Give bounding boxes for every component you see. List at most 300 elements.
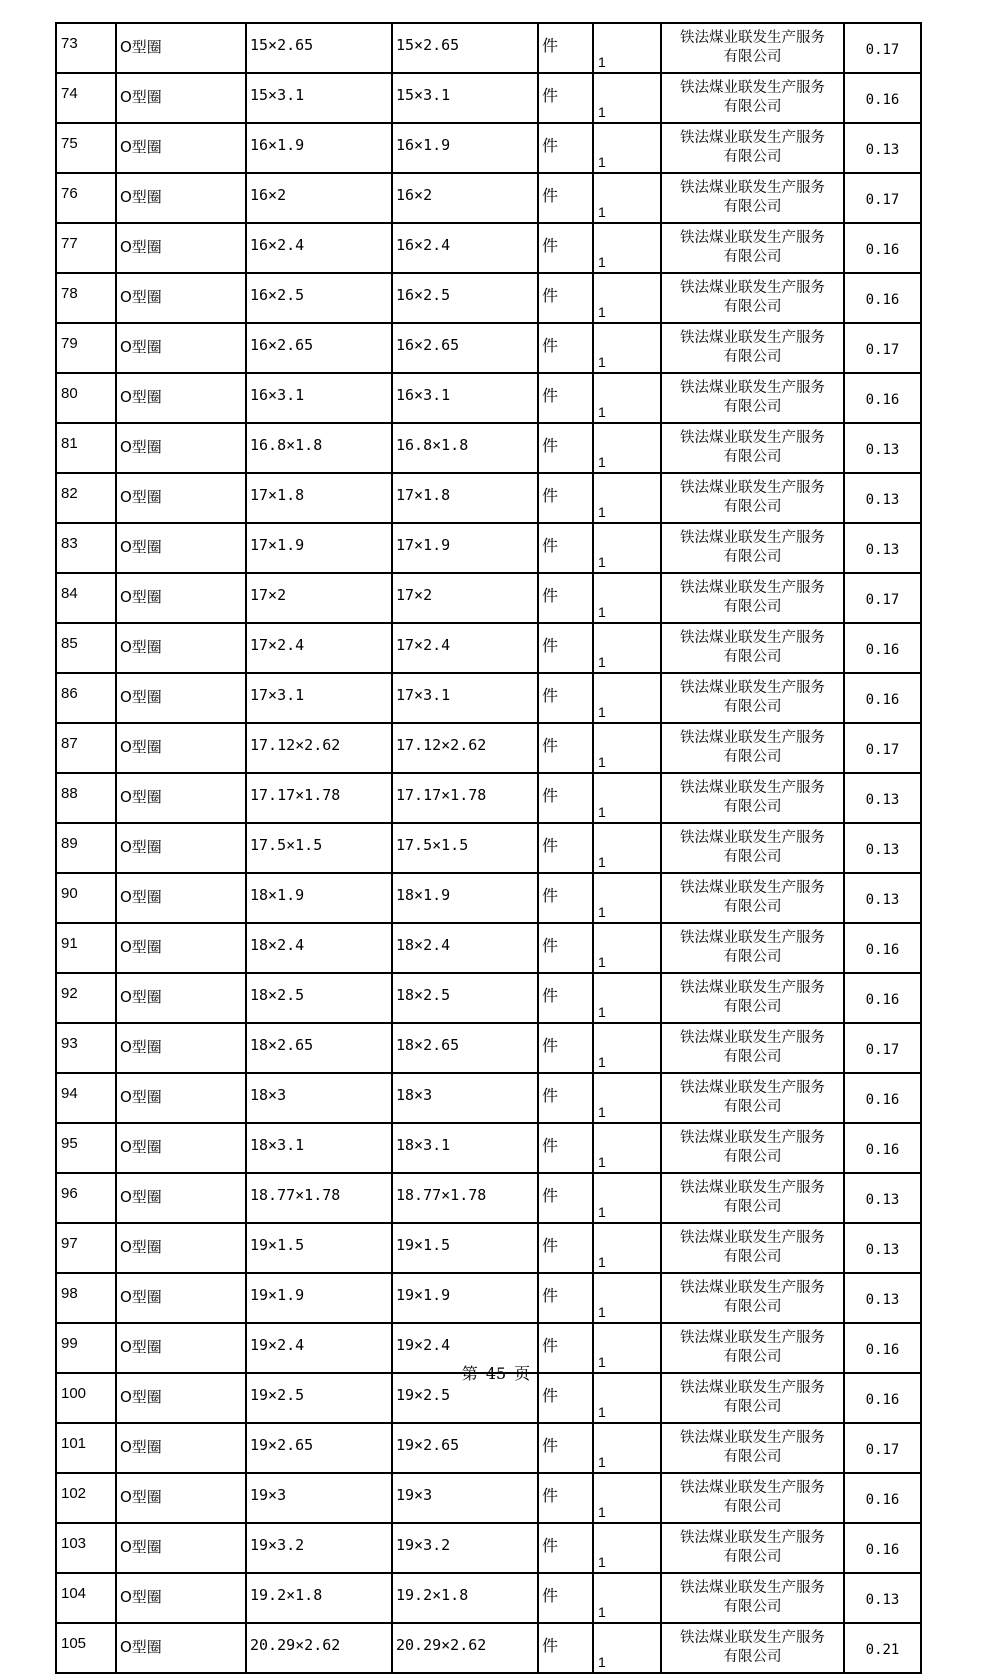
row-number: 77: [56, 223, 116, 273]
item-quantity: 1: [593, 873, 661, 923]
item-supplier: [661, 1223, 844, 1273]
item-name: O型圈: [116, 1023, 246, 1073]
item-supplier: [661, 423, 844, 473]
item-model: 17.5×1.5: [392, 823, 538, 873]
supplier-line-2: 有限公司: [723, 799, 782, 815]
supplier-line-1: 铁法煤业联发生产服务: [680, 730, 825, 746]
table-row: [56, 1473, 921, 1523]
supplier-line-1: 铁法煤业联发生产服务: [680, 180, 825, 196]
row-number: 103: [56, 1523, 116, 1573]
item-supplier: [661, 773, 844, 823]
item-spec: 18×1.9: [246, 873, 392, 923]
item-quantity: 1: [593, 23, 661, 73]
item-name: O型圈: [116, 423, 246, 473]
item-unit: 件: [538, 473, 593, 523]
supplier-line-2: 有限公司: [723, 1349, 782, 1365]
item-model: 18×3.1: [392, 1123, 538, 1173]
item-name: O型圈: [116, 723, 246, 773]
supplier-line-2: 有限公司: [723, 449, 782, 465]
row-number: 88: [56, 773, 116, 823]
item-supplier: [661, 273, 844, 323]
table-row: [56, 1273, 921, 1323]
row-number: 104: [56, 1573, 116, 1623]
supplier-line-2: 有限公司: [723, 849, 782, 865]
item-spec: 18×2.5: [246, 973, 392, 1023]
item-spec: 17×3.1: [246, 673, 392, 723]
item-unit: 件: [538, 1123, 593, 1173]
supplier-line-2: 有限公司: [723, 199, 782, 215]
item-supplier: [661, 623, 844, 673]
item-model: 16×3.1: [392, 373, 538, 423]
item-quantity: 1: [593, 423, 661, 473]
supplier-line-2: 有限公司: [723, 549, 782, 565]
row-number: 102: [56, 1473, 116, 1523]
item-model: 19×3.2: [392, 1523, 538, 1573]
table-row: [56, 323, 921, 373]
supplier-line-2: 有限公司: [723, 49, 782, 65]
item-model: 17×2.4: [392, 623, 538, 673]
item-price: 0.13: [844, 823, 921, 873]
item-supplier: [661, 73, 844, 123]
item-supplier: [661, 473, 844, 523]
item-unit: 件: [538, 1523, 593, 1573]
item-name: O型圈: [116, 923, 246, 973]
item-model: 16×2: [392, 173, 538, 223]
item-spec: 18×2.65: [246, 1023, 392, 1073]
table-row: [56, 723, 921, 773]
supplier-line-2: 有限公司: [723, 1649, 782, 1665]
item-quantity: 1: [593, 1223, 661, 1273]
supplier-line-2: 有限公司: [723, 1299, 782, 1315]
item-price: 0.16: [844, 1523, 921, 1573]
item-model: 19×2.5: [392, 1373, 538, 1423]
table-row: [56, 173, 921, 223]
item-price: 0.16: [844, 1373, 921, 1423]
item-price: 0.16: [844, 973, 921, 1023]
supplier-line-2: 有限公司: [723, 1449, 782, 1465]
item-quantity: 1: [593, 823, 661, 873]
item-model: 15×2.65: [392, 23, 538, 73]
supplier-line-2: 有限公司: [723, 499, 782, 515]
item-spec: 19×1.5: [246, 1223, 392, 1273]
item-price: 0.13: [844, 1223, 921, 1273]
supplier-line-1: 铁法煤业联发生产服务: [680, 430, 825, 446]
row-number: 98: [56, 1273, 116, 1323]
item-model: 17.12×2.62: [392, 723, 538, 773]
item-price: 0.16: [844, 373, 921, 423]
item-name: O型圈: [116, 1423, 246, 1473]
supplier-line-2: 有限公司: [723, 1049, 782, 1065]
item-unit: 件: [538, 673, 593, 723]
item-name: O型圈: [116, 823, 246, 873]
item-quantity: 1: [593, 173, 661, 223]
table-row: [56, 973, 921, 1023]
supplier-line-1: 铁法煤业联发生产服务: [680, 330, 825, 346]
item-spec: 19×2.4: [246, 1323, 392, 1373]
price-table: [55, 22, 922, 1674]
item-model: 18.77×1.78: [392, 1173, 538, 1223]
table-row: [56, 423, 921, 473]
item-price: 0.17: [844, 723, 921, 773]
item-spec: 17×1.8: [246, 473, 392, 523]
item-spec: 16×3.1: [246, 373, 392, 423]
supplier-line-1: 铁法煤业联发生产服务: [680, 130, 825, 146]
supplier-line-2: 有限公司: [723, 949, 782, 965]
row-number: 86: [56, 673, 116, 723]
supplier-line-1: 铁法煤业联发生产服务: [680, 1280, 825, 1296]
item-name: O型圈: [116, 773, 246, 823]
item-name: O型圈: [116, 1223, 246, 1273]
table-row: [56, 123, 921, 173]
table-row: [56, 273, 921, 323]
item-spec: 17×2.4: [246, 623, 392, 673]
table-body: [56, 23, 921, 1673]
row-number: 81: [56, 423, 116, 473]
item-unit: 件: [538, 973, 593, 1023]
item-model: 16×2.4: [392, 223, 538, 273]
item-price: 0.17: [844, 1423, 921, 1473]
item-model: 19×2.65: [392, 1423, 538, 1473]
item-quantity: 1: [593, 1373, 661, 1423]
item-model: 15×3.1: [392, 73, 538, 123]
item-name: O型圈: [116, 573, 246, 623]
row-number: 75: [56, 123, 116, 173]
item-quantity: 1: [593, 1323, 661, 1373]
item-model: 19×2.4: [392, 1323, 538, 1373]
supplier-line-1: 铁法煤业联发生产服务: [680, 1480, 825, 1496]
item-name: O型圈: [116, 973, 246, 1023]
supplier-line-1: 铁法煤业联发生产服务: [680, 830, 825, 846]
item-quantity: 1: [593, 1273, 661, 1323]
item-unit: 件: [538, 1623, 593, 1673]
item-supplier: [661, 1473, 844, 1523]
item-unit: 件: [538, 773, 593, 823]
item-spec: 18×2.4: [246, 923, 392, 973]
supplier-line-2: 有限公司: [723, 1149, 782, 1165]
supplier-line-1: 铁法煤业联发生产服务: [680, 1130, 825, 1146]
item-spec: 15×3.1: [246, 73, 392, 123]
item-quantity: 1: [593, 923, 661, 973]
item-spec: 19×3.2: [246, 1523, 392, 1573]
item-quantity: 1: [593, 623, 661, 673]
item-supplier: [661, 1423, 844, 1473]
row-number: 78: [56, 273, 116, 323]
item-quantity: 1: [593, 323, 661, 373]
item-quantity: 1: [593, 573, 661, 623]
item-model: 18×2.5: [392, 973, 538, 1023]
table-row: [56, 773, 921, 823]
item-spec: 17.5×1.5: [246, 823, 392, 873]
item-model: 18×2.65: [392, 1023, 538, 1073]
item-spec: 19×3: [246, 1473, 392, 1523]
supplier-line-1: 铁法煤业联发生产服务: [680, 930, 825, 946]
item-spec: 18.77×1.78: [246, 1173, 392, 1223]
supplier-line-1: 铁法煤业联发生产服务: [680, 1230, 825, 1246]
item-price: 0.13: [844, 1573, 921, 1623]
item-supplier: [661, 723, 844, 773]
item-model: 16.8×1.8: [392, 423, 538, 473]
supplier-line-2: 有限公司: [723, 399, 782, 415]
supplier-line-1: 铁法煤业联发生产服务: [680, 480, 825, 496]
item-name: O型圈: [116, 523, 246, 573]
item-price: 0.17: [844, 173, 921, 223]
item-spec: 16×2.65: [246, 323, 392, 373]
item-price: 0.16: [844, 273, 921, 323]
item-quantity: 1: [593, 1123, 661, 1173]
table-row: [56, 1523, 921, 1573]
item-supplier: [661, 573, 844, 623]
item-price: 0.16: [844, 1323, 921, 1373]
item-name: O型圈: [116, 223, 246, 273]
supplier-line-2: 有限公司: [723, 699, 782, 715]
supplier-line-1: 铁法煤业联发生产服务: [680, 1180, 825, 1196]
row-number: 83: [56, 523, 116, 573]
item-supplier: [661, 523, 844, 573]
item-unit: 件: [538, 873, 593, 923]
item-quantity: 1: [593, 1623, 661, 1673]
table-row: [56, 873, 921, 923]
item-price: 0.16: [844, 223, 921, 273]
item-price: 0.13: [844, 123, 921, 173]
supplier-line-2: 有限公司: [723, 999, 782, 1015]
item-quantity: 1: [593, 73, 661, 123]
item-price: 0.13: [844, 523, 921, 573]
row-number: 76: [56, 173, 116, 223]
item-spec: 17.12×2.62: [246, 723, 392, 773]
item-unit: 件: [538, 423, 593, 473]
row-number: 87: [56, 723, 116, 773]
row-number: 92: [56, 973, 116, 1023]
item-name: O型圈: [116, 123, 246, 173]
supplier-line-1: 铁法煤业联发生产服务: [680, 1030, 825, 1046]
item-unit: 件: [538, 723, 593, 773]
item-name: O型圈: [116, 473, 246, 523]
table-row: [56, 923, 921, 973]
row-number: 99: [56, 1323, 116, 1373]
item-price: 0.13: [844, 1173, 921, 1223]
item-price: 0.16: [844, 1473, 921, 1523]
item-supplier: [661, 1123, 844, 1173]
item-quantity: 1: [593, 1573, 661, 1623]
row-number: 85: [56, 623, 116, 673]
table-row: [56, 523, 921, 573]
item-name: O型圈: [116, 73, 246, 123]
item-spec: 16×2.4: [246, 223, 392, 273]
row-number: 90: [56, 873, 116, 923]
item-price: 0.21: [844, 1623, 921, 1673]
item-name: O型圈: [116, 873, 246, 923]
page-number: 45: [485, 1364, 507, 1383]
item-model: 20.29×2.62: [392, 1623, 538, 1673]
row-number: 80: [56, 373, 116, 423]
item-quantity: 1: [593, 973, 661, 1023]
supplier-line-1: 铁法煤业联发生产服务: [680, 780, 825, 796]
item-spec: 16×2.5: [246, 273, 392, 323]
item-model: 17×3.1: [392, 673, 538, 723]
item-unit: 件: [538, 623, 593, 673]
item-supplier: [661, 373, 844, 423]
item-unit: 件: [538, 923, 593, 973]
supplier-line-2: 有限公司: [723, 1399, 782, 1415]
item-unit: 件: [538, 1173, 593, 1223]
supplier-line-2: 有限公司: [723, 1599, 782, 1615]
item-model: 17×1.9: [392, 523, 538, 573]
item-model: 17.17×1.78: [392, 773, 538, 823]
table-row: [56, 1423, 921, 1473]
row-number: 79: [56, 323, 116, 373]
item-model: 17×2: [392, 573, 538, 623]
supplier-line-1: 铁法煤业联发生产服务: [680, 1330, 825, 1346]
row-number: 93: [56, 1023, 116, 1073]
row-number: 100: [56, 1373, 116, 1423]
row-number: 94: [56, 1073, 116, 1123]
item-spec: 19.2×1.8: [246, 1573, 392, 1623]
item-spec: 17×1.9: [246, 523, 392, 573]
item-unit: 件: [538, 823, 593, 873]
supplier-line-2: 有限公司: [723, 1499, 782, 1515]
item-quantity: 1: [593, 373, 661, 423]
item-unit: 件: [538, 523, 593, 573]
item-supplier: [661, 173, 844, 223]
item-supplier: [661, 1623, 844, 1673]
row-number: 84: [56, 573, 116, 623]
item-supplier: [661, 823, 844, 873]
item-quantity: 1: [593, 473, 661, 523]
item-model: 18×2.4: [392, 923, 538, 973]
supplier-line-2: 有限公司: [723, 299, 782, 315]
table-row: [56, 1623, 921, 1673]
table-row: [56, 223, 921, 273]
supplier-line-1: 铁法煤业联发生产服务: [680, 880, 825, 896]
item-price: 0.16: [844, 623, 921, 673]
supplier-line-2: 有限公司: [723, 99, 782, 115]
supplier-line-2: 有限公司: [723, 349, 782, 365]
row-number: 74: [56, 73, 116, 123]
supplier-line-1: 铁法煤业联发生产服务: [680, 230, 825, 246]
item-supplier: [661, 923, 844, 973]
item-price: 0.17: [844, 23, 921, 73]
row-number: 96: [56, 1173, 116, 1223]
supplier-line-2: 有限公司: [723, 649, 782, 665]
item-quantity: 1: [593, 773, 661, 823]
item-unit: 件: [538, 1023, 593, 1073]
supplier-line-1: 铁法煤业联发生产服务: [680, 1530, 825, 1546]
item-supplier: [661, 1273, 844, 1323]
table-row: [56, 623, 921, 673]
item-spec: 19×2.65: [246, 1423, 392, 1473]
item-model: 19×1.5: [392, 1223, 538, 1273]
item-model: 16×2.5: [392, 273, 538, 323]
item-quantity: 1: [593, 523, 661, 573]
supplier-line-2: 有限公司: [723, 1549, 782, 1565]
item-unit: 件: [538, 573, 593, 623]
table-row: [56, 73, 921, 123]
supplier-line-2: 有限公司: [723, 1099, 782, 1115]
item-name: O型圈: [116, 673, 246, 723]
item-price: 0.16: [844, 73, 921, 123]
item-spec: 18×3.1: [246, 1123, 392, 1173]
item-name: O型圈: [116, 1373, 246, 1423]
item-model: 19×1.9: [392, 1273, 538, 1323]
item-quantity: 1: [593, 1023, 661, 1073]
supplier-line-2: 有限公司: [723, 1249, 782, 1265]
item-unit: 件: [538, 223, 593, 273]
supplier-line-1: 铁法煤业联发生产服务: [680, 980, 825, 996]
item-unit: 件: [538, 1423, 593, 1473]
item-quantity: 1: [593, 123, 661, 173]
item-model: 19.2×1.8: [392, 1573, 538, 1623]
row-number: 95: [56, 1123, 116, 1173]
item-name: O型圈: [116, 1273, 246, 1323]
item-quantity: 1: [593, 1173, 661, 1223]
supplier-line-1: 铁法煤业联发生产服务: [680, 630, 825, 646]
item-name: O型圈: [116, 1073, 246, 1123]
item-spec: 17.17×1.78: [246, 773, 392, 823]
item-supplier: [661, 123, 844, 173]
item-price: 0.16: [844, 1123, 921, 1173]
table-row: [56, 573, 921, 623]
item-spec: 16×2: [246, 173, 392, 223]
supplier-line-1: 铁法煤业联发生产服务: [680, 1630, 825, 1646]
item-name: O型圈: [116, 1473, 246, 1523]
item-model: 16×1.9: [392, 123, 538, 173]
row-number: 82: [56, 473, 116, 523]
supplier-line-1: 铁法煤业联发生产服务: [680, 80, 825, 96]
item-supplier: [661, 973, 844, 1023]
item-unit: 件: [538, 1323, 593, 1373]
item-unit: 件: [538, 1473, 593, 1523]
table-row: [56, 1073, 921, 1123]
item-quantity: 1: [593, 673, 661, 723]
item-unit: 件: [538, 373, 593, 423]
table-row: [56, 1023, 921, 1073]
supplier-line-1: 铁法煤业联发生产服务: [680, 1430, 825, 1446]
item-unit: 件: [538, 1573, 593, 1623]
item-spec: 16.8×1.8: [246, 423, 392, 473]
item-supplier: [661, 323, 844, 373]
item-spec: 15×2.65: [246, 23, 392, 73]
item-model: 19×3: [392, 1473, 538, 1523]
table-row: [56, 1223, 921, 1273]
item-quantity: 1: [593, 1523, 661, 1573]
item-name: O型圈: [116, 173, 246, 223]
supplier-line-1: 铁法煤业联发生产服务: [680, 680, 825, 696]
table-row: [56, 1573, 921, 1623]
item-supplier: [661, 1173, 844, 1223]
item-name: O型圈: [116, 23, 246, 73]
supplier-line-2: 有限公司: [723, 599, 782, 615]
item-unit: 件: [538, 323, 593, 373]
item-name: O型圈: [116, 623, 246, 673]
item-supplier: [661, 223, 844, 273]
item-supplier: [661, 23, 844, 73]
row-number: 89: [56, 823, 116, 873]
table-row: [56, 1123, 921, 1173]
item-supplier: [661, 1023, 844, 1073]
supplier-line-1: 铁法煤业联发生产服务: [680, 1380, 825, 1396]
item-supplier: [661, 673, 844, 723]
table-row: [56, 673, 921, 723]
table-row: [56, 373, 921, 423]
item-price: 0.13: [844, 1273, 921, 1323]
item-price: 0.17: [844, 1023, 921, 1073]
item-quantity: 1: [593, 1073, 661, 1123]
supplier-line-1: 铁法煤业联发生产服务: [680, 580, 825, 596]
row-number: 105: [56, 1623, 116, 1673]
item-name: O型圈: [116, 1323, 246, 1373]
supplier-line-2: 有限公司: [723, 749, 782, 765]
item-price: 0.16: [844, 1073, 921, 1123]
